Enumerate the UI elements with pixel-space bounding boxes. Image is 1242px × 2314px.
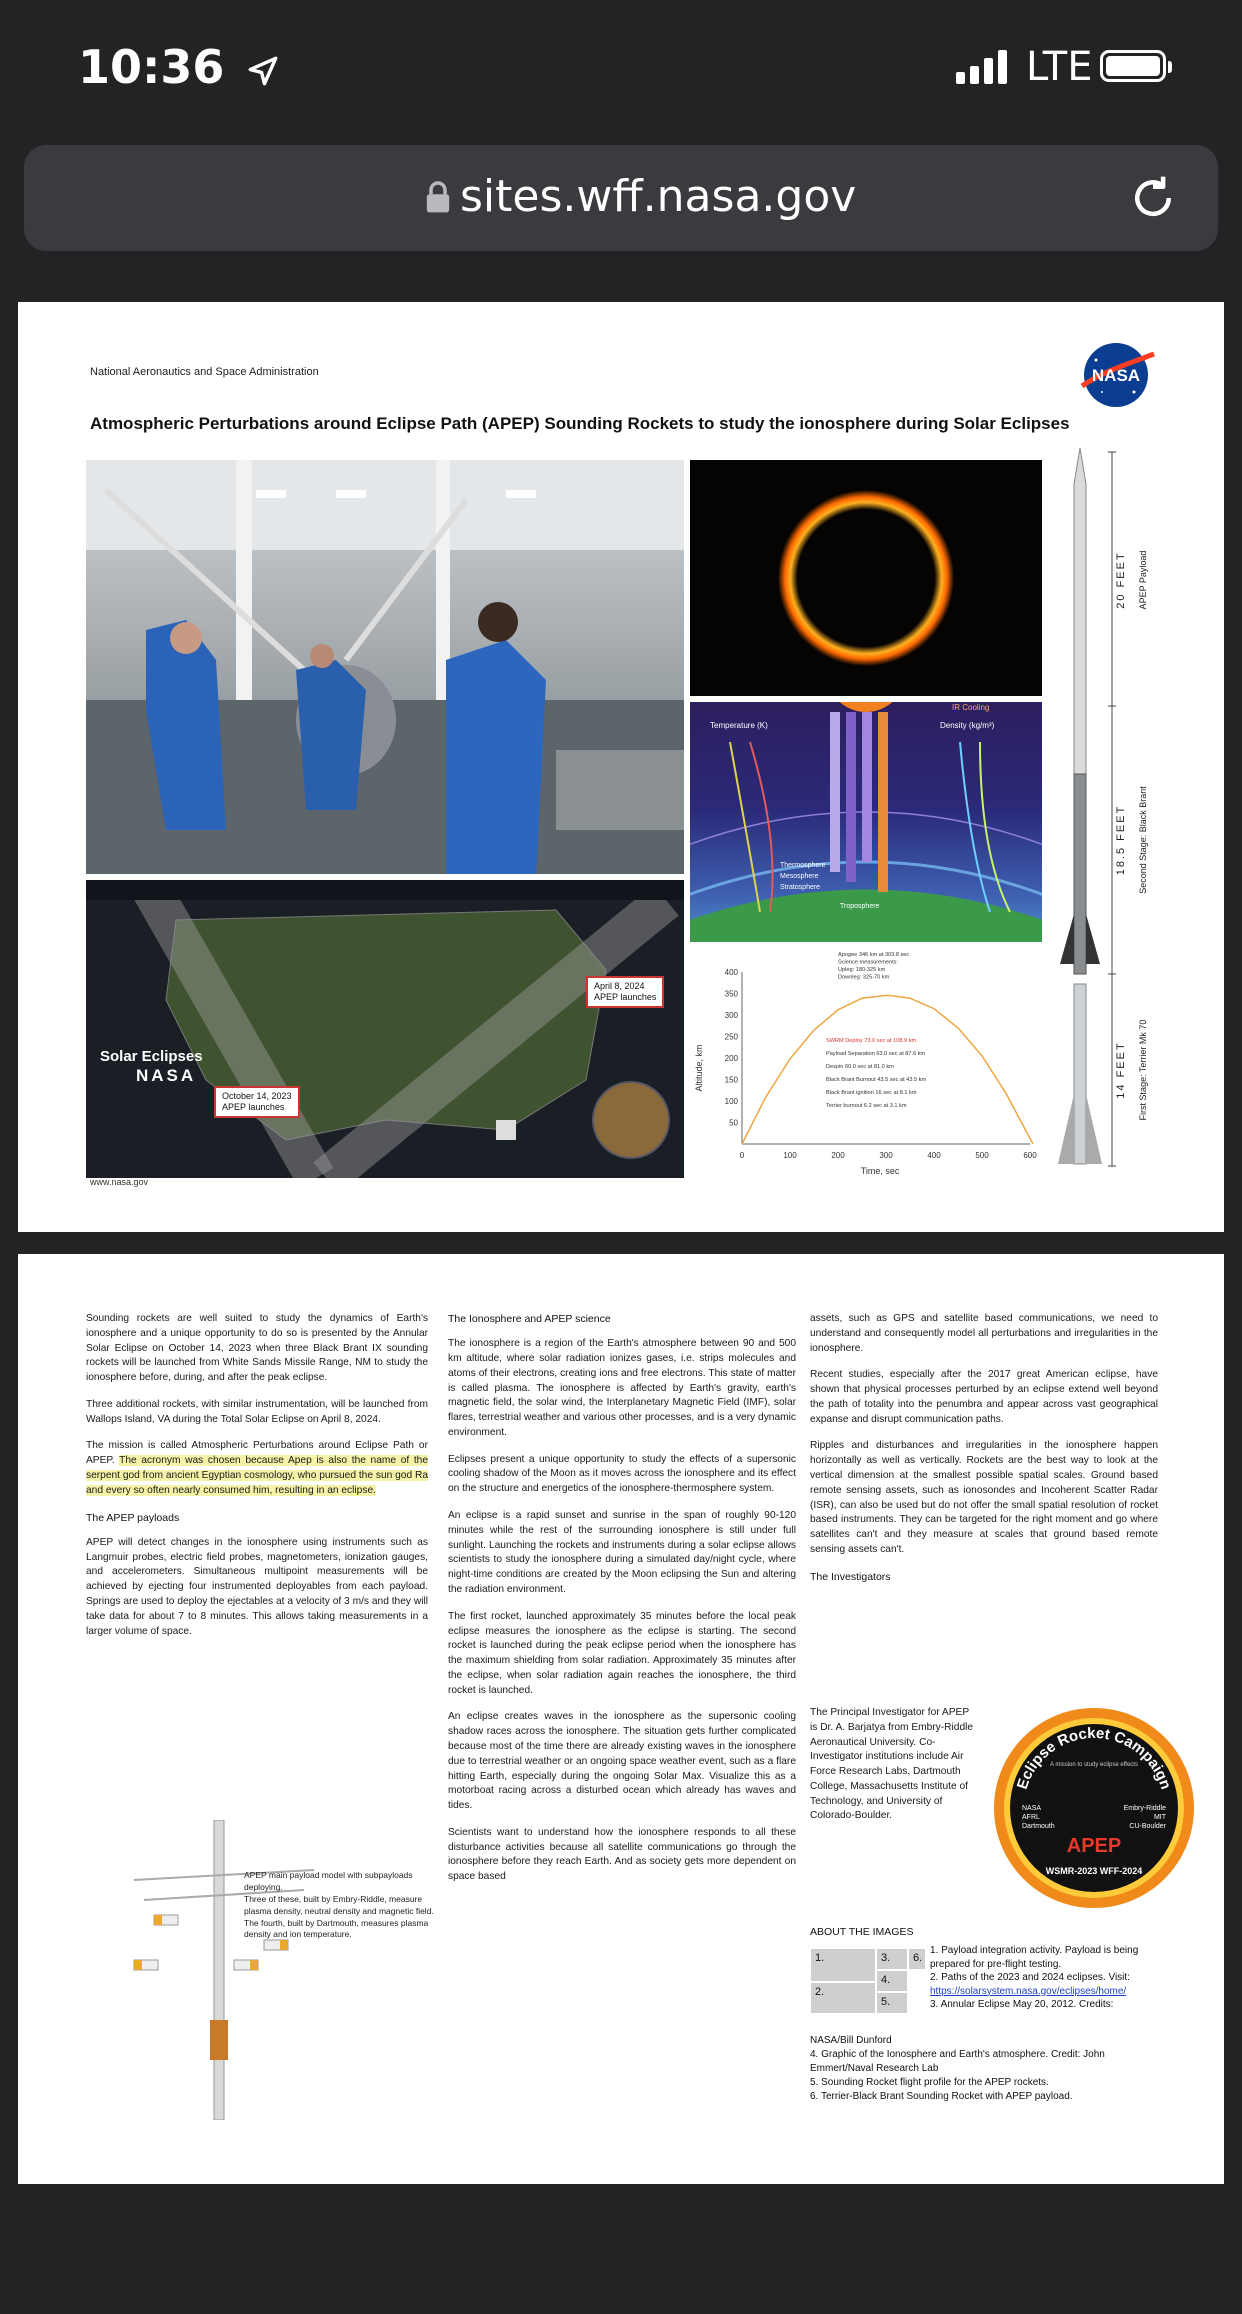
paragraph: Scientists want to understand how the ionosphere responds to all these disturbance activities because all satellite communications go through the ionosphere before they reach Earth. And as society gets more dependent on space based: [448, 1826, 796, 1883]
chart-annotation: Terrier burnout 6.2 sec at 3.1 km: [826, 1103, 907, 1109]
agency-name: National Aeronautics and Space Administration: [90, 366, 319, 378]
cellular-signal-icon: [956, 48, 1007, 84]
article-column-1: [86, 1312, 428, 1651]
about-images-list: [930, 1944, 1162, 2012]
address-bar[interactable]: [24, 145, 1218, 251]
grid-cell: 6.: [908, 1948, 926, 1970]
paragraph: Three additional rockets, with similar instrumentation, will be launched from Wallops Island, VA during the Total Solar Eclipse on April 8, 2024.: [86, 1398, 428, 1425]
payload-integration-photo: [86, 460, 684, 874]
y-tick-label: 400: [724, 968, 738, 977]
y-tick-label: 100: [724, 1097, 738, 1106]
svg-text:14 FEET: 14 FEET: [1115, 1041, 1127, 1099]
solar-system-link[interactable]: https://solarsystem.nasa.gov/eclipses/home/: [930, 1985, 1127, 1997]
location-arrow-icon: [246, 54, 280, 88]
paragraph: The first rocket, launched approximately 35 minutes before the local peak eclipse measures the ionosphere as the eclipse is starting. The second rocket is launched during the peak eclipse period when the ionosphere has the maximum shielding from solar radiation. Approximately 35 minutes after the eclipse, when solar radiation again reaches the ionosphere, the third rocket is launched.: [448, 1610, 796, 1696]
grid-cell: 1.: [810, 1948, 876, 1982]
chart-annotation: Despin 60.0 sec at 81.0 km: [826, 1064, 894, 1070]
paragraph: Recent studies, especially after the 2017 great American eclipse, have shown that physical processes perturbed by an eclipse extend well beyond the path of totality into the penumbra and appear across vast geographical expanse and disrupt communication paths.: [810, 1369, 1158, 1425]
x-tick-label: 500: [975, 1151, 989, 1160]
svg-text:Second Stage: Black Brant: Second Stage: Black Brant: [1138, 786, 1148, 894]
about-item: 2. Paths of the 2023 and 2024 eclipses. Visit: https://solarsystem.nasa.gov/eclipses/home/: [930, 1972, 1130, 1997]
callout-2024: April 8, 2024 APEP launches: [586, 976, 664, 1008]
eclipse-rocket-campaign-badge: [988, 1702, 1200, 1914]
y-axis-label: Altitude, km: [694, 1044, 704, 1092]
chart-annotation: Upleg: 180-325 km: [838, 967, 886, 973]
chart-annotation: Science measurements:: [838, 959, 899, 966]
grid-cell: 2.: [810, 1982, 876, 2014]
svg-text:Stratosphere: Stratosphere: [780, 884, 821, 891]
paragraph: An eclipse creates waves in the ionosphere as the supersonic cooling shadow races across the ionosphere. The situation gets further complicated because most of the time there are already existing waves in the ionosphere due to terrestrial weather or an ongoing space weather event, such as a flare hitting Earth, especially during the ongoing Solar Max. Visualize this as a motorboat racing across a disturbed ocean which already has waves and tides.: [448, 1711, 796, 1812]
svg-text:APEP Payload: APEP Payload: [1138, 550, 1148, 610]
x-tick-label: 600: [1023, 1151, 1037, 1160]
svg-text:Mesosphere: Mesosphere: [780, 873, 819, 880]
paragraph: An eclipse is a rapid sunset and sunrise in the span of roughly 90-120 minutes while the rest of the surrounding ionosphere is still under full sunlight. Launching the rockets and instruments during a solar eclipse allows scientists to study the ionosphere during a simulated day/night cycle, where night-time conditions are created by the Moon eclipsing the Sun and altering the radiation environment.: [448, 1510, 796, 1595]
grid-cell: 5.: [876, 1992, 908, 2014]
chart-annotation: Black Brant Burnout 43.5 sec at 43.5 km: [826, 1077, 927, 1083]
poster-page-2: [18, 1254, 1224, 2184]
annular-eclipse-photo: [690, 460, 1042, 696]
payload-model-caption: APEP main payload model with subpayloads deploying. Three of these, built by Embry-Riddle, measure plasma density, neutral density and magnetic field. The fourth, built by Dartmouth, measures plasma density and ion temperature.: [244, 1870, 434, 1940]
svg-text:18.5 FEET: 18.5 FEET: [1115, 804, 1127, 876]
paragraph: Ripples and disturbances and irregularities in the ionosphere happen horizontally as well as vertically. Rockets are the best way to look at the vertical dimension at the smallest possible spatial scales. Ground based remote sensing assets, such as ionosondes and Incoherent Scatter Radar (ISR), can also be used but do not offer the small spatial resolution of rocket based instruments. They can be targeted for the right moment and go where satellites can't and they measure at scales that ground based remote sensing assets can't.: [810, 1440, 1158, 1555]
svg-text:Embry-RiddleMITCU-Boulder: Embry-Riddle MIT CU-Boulder: [1123, 1805, 1166, 1830]
reload-icon[interactable]: [1126, 171, 1180, 225]
y-tick-label: 50: [729, 1118, 738, 1128]
about-item: 1. Payload integration activity. Payload is being prepared for pre-flight testing.: [930, 1945, 1139, 1970]
nasa-url: www.nasa.gov: [90, 1177, 149, 1187]
svg-text:NASA: NASA: [1091, 366, 1141, 385]
x-axis-label: Time, sec: [860, 1166, 900, 1176]
paragraph: Eclipses present a unique opportunity to study the effects of a supersonic cooling shadow of the Moon as it moves across the ionosphere and its effect on the structure and energetics of the ionosphere-thermosphere system.: [448, 1453, 796, 1495]
about-images-credits: NASA/Bill Dunford 4. Graphic of the Ionosphere and Earth's atmosphere. Credit: John Emmert/Naval Research Lab 5. Sounding Rocket flight profile for the APEP rockets. 6. Terrier-Black Brant Sounding Rocket with APEP payload.: [810, 2035, 1105, 2102]
section-heading: The APEP payloads: [86, 1511, 180, 1524]
chart-annotation: Black Brant ignition 16 sec at 8.1 km: [826, 1090, 917, 1096]
poster-page-1: [18, 302, 1224, 1232]
battery-icon: [1100, 50, 1166, 82]
svg-text:IR Cooling: IR Cooling: [952, 703, 990, 712]
svg-text:First Stage: Terrier Mk 70: First Stage: Terrier Mk 70: [1138, 1019, 1148, 1121]
x-tick-label: 100: [783, 1151, 797, 1160]
section-heading: The Investigators: [810, 1570, 891, 1583]
svg-text:Thermosphere: Thermosphere: [780, 862, 826, 869]
x-tick-label: 400: [927, 1151, 941, 1160]
svg-text:20 FEET: 20 FEET: [1115, 551, 1127, 609]
paragraph: [86, 1439, 428, 1498]
section-heading: The Ionosphere and APEP science: [448, 1313, 611, 1325]
chart-annotation: Apogee 346 km at 303.8 sec: [838, 952, 910, 958]
x-tick-label: 0: [739, 1151, 745, 1160]
lock-icon: [424, 180, 452, 214]
map-nasa-label: NASA: [136, 1066, 197, 1085]
grid-cell: 3.: [876, 1948, 908, 1970]
status-bar: [0, 0, 1242, 140]
y-tick-label: 250: [724, 1032, 738, 1042]
x-tick-label: 200: [831, 1151, 845, 1160]
about-item: 3. Annular Eclipse May 20, 2012. Credits:: [930, 1999, 1114, 2010]
svg-text:Troposphere: Troposphere: [840, 903, 880, 910]
svg-text:Temperature (K): Temperature (K): [710, 721, 768, 730]
article-column-3: [810, 1312, 1158, 1595]
paragraph: APEP will detect changes in the ionosphere using instruments such as Langmuir probes, electric field probes, magnetometers, ionization gauges, and accelerometers. Simultaneous multipoint measurements will be achieved by ejecting four instrumented deployables from each payload. Springs are used to deploy the ejectables at a velocity of 3 m/s and they will take data for about 7 to 8 minutes. This allows taking measurements in a larger volume of space.: [86, 1536, 428, 1637]
svg-text:Eclipse Rocket Campaign: Eclipse Rocket Campaign: [1013, 1724, 1175, 1792]
flight-profile-chart: [690, 948, 1042, 1178]
url-display[interactable]: [424, 171, 856, 222]
article-column-2: [448, 1312, 796, 1897]
chart-annotation: SWRM Deploy 73.0 sec at 108.9 km: [826, 1038, 917, 1044]
svg-text:WSMR-2023 WFF-2024: WSMR-2023 WFF-2024: [1045, 1866, 1143, 1876]
about-images-heading: ABOUT THE IMAGES: [810, 1926, 914, 1938]
paragraph-start: The mission is called Atmospheric Perturbations around Eclipse Path or APEP.: [86, 1440, 428, 1467]
atmosphere-graphic: [690, 702, 1042, 942]
svg-text:A mission to study eclipse eff: A mission to study eclipse effects: [1050, 1762, 1138, 1768]
y-tick-label: 300: [724, 1011, 738, 1020]
paragraph: The ionosphere is a region of the Earth's atmosphere between 90 and 500 km altitude, where solar radiation ionizes gases, i.e. strips molecules and atoms of their electrons, creating ions and free electrons. This state of matter is called plasma. The ionosphere is affected by Earth's gravity, earth's magnetic field, the solar wind, the Interplanetary Magnetic Field (IMF), solar flares, terrestrial weather and various other processes, and is a very dynamic environment.: [448, 1338, 796, 1438]
clock: [78, 40, 280, 94]
payload-model-illustration: [114, 1820, 344, 2120]
x-tick-label: 300: [879, 1151, 893, 1160]
clock-time: 10:36: [78, 40, 225, 94]
chart-annotation: Payload Separation 63.0 sec at 87.6 km: [826, 1051, 926, 1057]
svg-text:APEP: APEP: [1066, 1835, 1122, 1857]
network-type: LTE: [1026, 44, 1093, 90]
svg-text:NASAAFRLDartmouth: NASA AFRL Dartmouth: [1022, 1805, 1055, 1830]
callout-2023: October 14, 2023 APEP launches: [214, 1086, 300, 1118]
y-tick-label: 150: [724, 1075, 738, 1085]
highlighted-text[interactable]: The acronym was chosen because Apep is also the name of the serpent god from ancient Egyptian cosmology, who pursued the sun god Ra and every so often nearly consumed him, resulting in an eclipse.: [86, 1455, 428, 1496]
url-text: sites.wff.nasa.gov: [460, 171, 857, 222]
svg-text:Density (kg/m³): Density (kg/m³): [940, 721, 995, 730]
y-tick-label: 200: [724, 1054, 738, 1063]
investigators-text: The Principal Investigator for APEP is Dr. A. Barjatya from Embry-Riddle Aeronautical University. Co-Investigator institutions include Air Force Research Labs, Dartmouth College, Massachusetts Institute of Technology, and University of Colorado-Boulder.: [810, 1707, 974, 1822]
chart-annotation: Downleg: 325-70 km: [838, 974, 890, 981]
nasa-logo-icon: [1076, 340, 1156, 410]
poster-title: Atmospheric Perturbations around Eclipse Path (APEP) Sounding Rockets to study the ionosphere during Solar Eclipses: [90, 414, 1070, 433]
image-key-grid: [810, 1948, 926, 2014]
paragraph: assets, such as GPS and satellite based communications, we need to understand and consequently model all perturbations and irregularities in the ionosphere.: [810, 1313, 1158, 1354]
map-title: Solar Eclipses: [100, 1048, 203, 1065]
paragraph: Sounding rockets are well suited to study the dynamics of Earth's ionosphere and a unique opportunity to do so is presented by the Annular Solar Eclipse on October 14, 2023 when three Black Brant IX sounding rockets will be launched from White Sands Missile Range, NM to study the ionosphere before, during, and after the peak eclipse.: [86, 1313, 428, 1384]
grid-cell: 4.: [876, 1970, 908, 1992]
y-tick-label: 350: [724, 989, 738, 999]
terrier-black-brant-rocket: [1048, 444, 1208, 1174]
eclipse-paths-map: [86, 880, 684, 1178]
